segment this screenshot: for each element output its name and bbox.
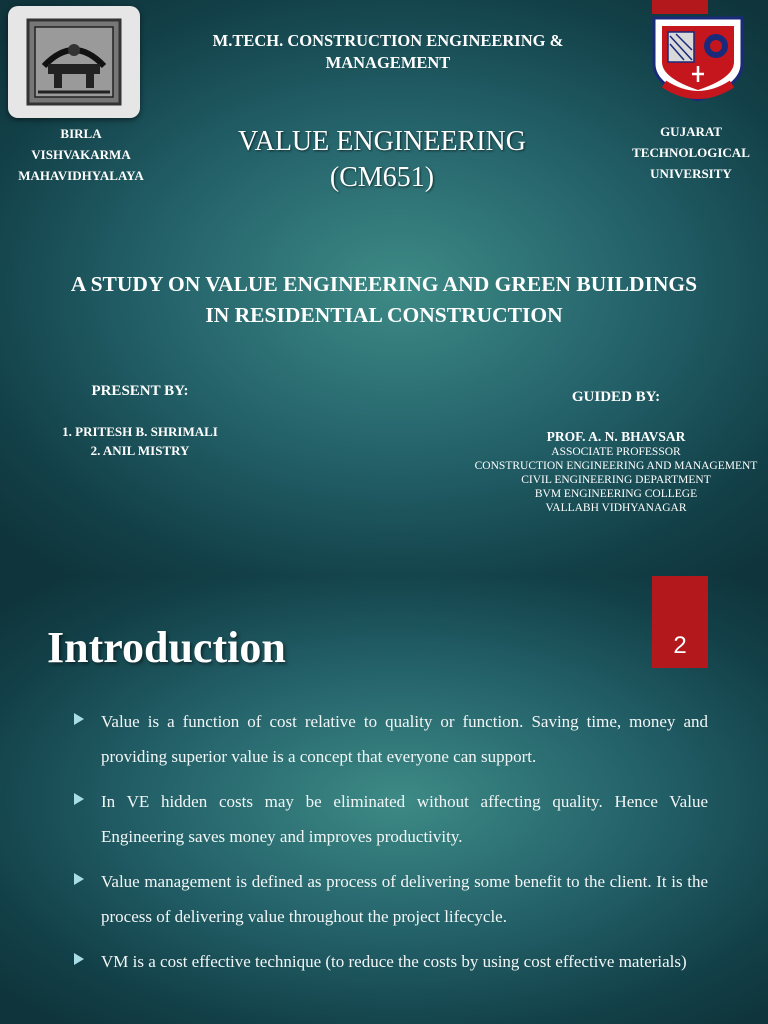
presenters-list <box>30 422 250 460</box>
subject-title: VALUE ENGINEERING <box>238 126 526 157</box>
left-institution-line: MAHAVIDHYALAYA <box>18 168 144 183</box>
page-number: 2 <box>673 632 687 659</box>
guide-info <box>450 428 768 515</box>
slide-title: Introduction <box>47 623 286 672</box>
course-header-line1: M.TECH. CONSTRUCTION ENGINEERING & <box>212 31 564 50</box>
left-institution-line: BIRLA <box>60 126 102 141</box>
subject-code: (CM651) <box>329 162 435 193</box>
introduction-slide <box>0 576 768 1024</box>
study-title-line2: IN RESIDENTIAL CONSTRUCTION <box>205 303 563 327</box>
study-title-line1: A STUDY ON VALUE ENGINEERING AND GREEN BUILDINGS <box>70 272 698 296</box>
guide-name: PROF. A. N. BHAVSAR <box>546 429 686 444</box>
right-institution-line: TECHNOLOGICAL <box>632 145 750 160</box>
guide-detail: BVM ENGINEERING COLLEGE <box>534 488 698 500</box>
right-institution-line: UNIVERSITY <box>650 166 732 181</box>
bullet-arrow-icon <box>74 793 84 805</box>
red-accent-tab <box>652 0 708 14</box>
guided-by-label: GUIDED BY: <box>571 389 661 405</box>
guide-detail: CONSTRUCTION ENGINEERING AND MANAGEMENT <box>474 460 758 472</box>
bullet-item <box>70 784 708 854</box>
course-header-line2: MANAGEMENT <box>325 53 451 72</box>
right-institution <box>616 121 766 184</box>
bullet-text: VM is a cost effective technique (to reduce the costs by using cost effective materials) <box>101 952 687 971</box>
bullet-item <box>70 704 708 774</box>
present-by-label: PRESENT BY: <box>91 383 189 399</box>
presenter-name: 2. ANIL MISTRY <box>90 443 190 458</box>
presenter-name: 1. PRITESH B. SHRIMALI <box>62 424 218 439</box>
guide-detail: CIVIL ENGINEERING DEPARTMENT <box>521 474 711 486</box>
bullet-arrow-icon <box>74 713 84 725</box>
left-institution-line: VISHVAKARMA <box>31 147 131 162</box>
right-institution-line: GUJARAT <box>660 124 722 139</box>
gtu-logo <box>650 14 746 102</box>
left-institution <box>0 123 162 186</box>
guide-detail: ASSOCIATE PROFESSOR <box>551 446 681 458</box>
bullet-arrow-icon <box>74 873 84 885</box>
bullet-item <box>70 944 708 979</box>
bullet-arrow-icon <box>74 953 84 965</box>
bullet-text: Value management is defined as process of delivering some benefit to the client. It is the process of delivering value throughout the project lifecycle. <box>101 872 708 926</box>
bullet-item <box>70 864 708 934</box>
bvm-logo <box>8 6 140 118</box>
page-number-box <box>652 576 708 668</box>
bullet-text: In VE hidden costs may be eliminated without affecting quality. Hence Value Engineering saves money and improves productivity. <box>101 792 708 846</box>
bullet-list <box>70 704 708 989</box>
bullet-text: Value is a function of cost relative to quality or function. Saving time, money and providing superior value is a concept that everyone can support. <box>101 712 708 766</box>
guide-detail: VALLABH VIDHYANAGAR <box>545 502 687 514</box>
